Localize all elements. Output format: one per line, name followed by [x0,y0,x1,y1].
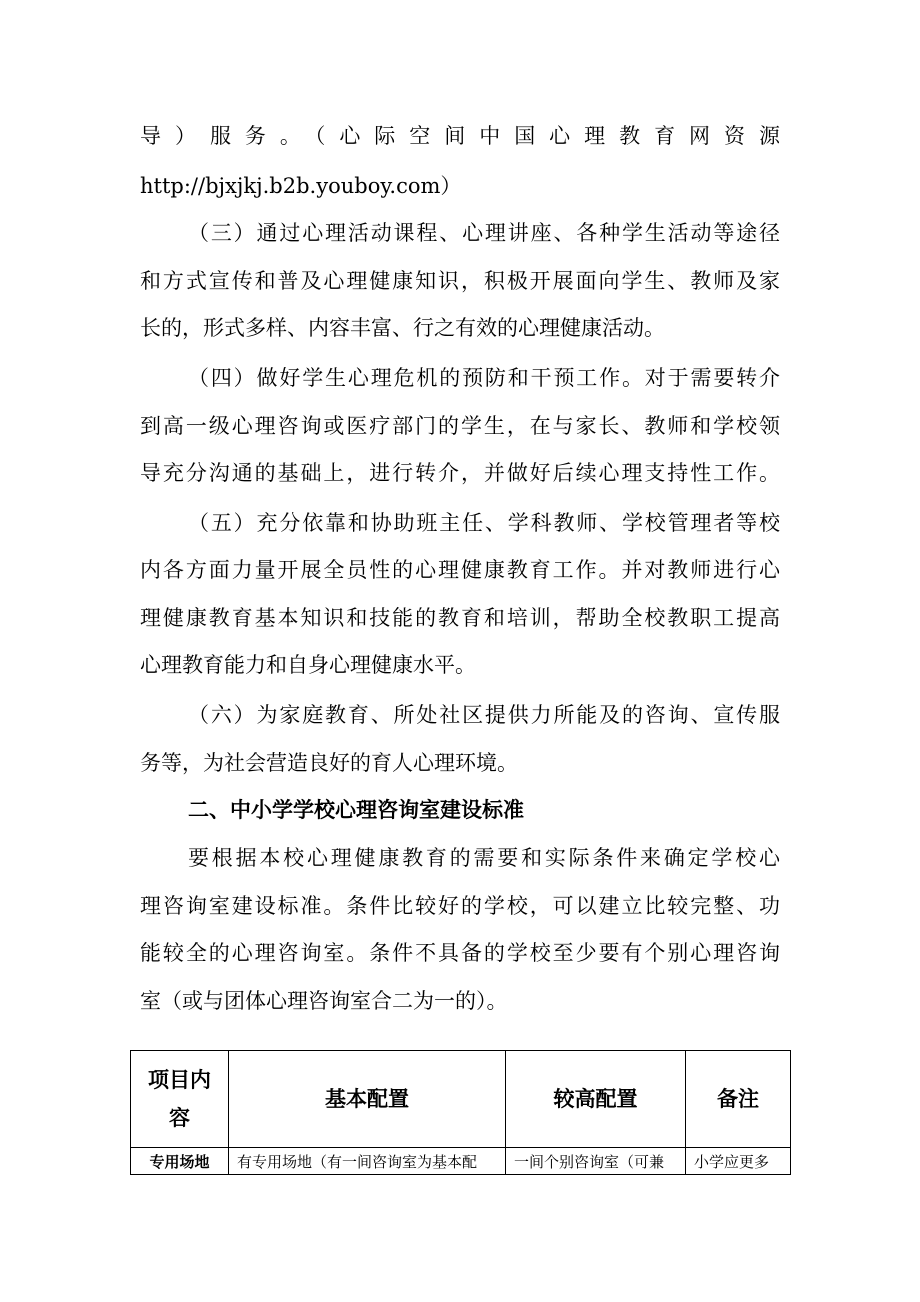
paragraph-line: 理咨询室建设标准。条件比较好的学校，可以建立比较完整、功 [140,894,780,918]
row-basic: 有专用场地（有一间咨询室为基本配 [229,1148,506,1175]
header-basic: 基本配置 [229,1051,506,1148]
paragraph-line: 理健康教育基本知识和技能的教育和培训，帮助全校教职工提高 [140,606,780,630]
paragraph-line: （四）做好学生心理危机的预防和干预工作。对于需要转介 [188,366,780,390]
header-item-line1: 项目内 [148,1068,211,1092]
section-heading: 二、中小学学校心理咨询室建设标准 [188,798,524,822]
paragraph-line: 导）服务。（心际空间中国心理教育网资源 [140,124,780,148]
table-row [131,1148,791,1175]
header-item-line2: 容 [169,1106,190,1130]
paragraph-line: 务等，为社会营造良好的育人心理环境。 [140,751,518,775]
row-note: 小学应更多 [686,1148,791,1175]
paragraph-line: 长的，形式多样、内容丰富、行之有效的心理健康活动。 [140,316,665,340]
table-header-row [131,1051,791,1148]
header-note: 备注 [686,1051,791,1148]
paragraph-line: （五）充分依靠和协助班主任、学科教师、学校管理者等校 [188,511,780,535]
paragraph-line: （三）通过心理活动课程、心理讲座、各种学生活动等途径 [188,221,780,245]
paragraph-line: 内各方面力量开展全员性的心理健康教育工作。并对教师进行心 [140,558,780,582]
paragraph-line: 心理教育能力和自身心理健康水平。 [140,653,476,677]
paragraph-line: 室（或与团体心理咨询室合二为一的）。 [140,989,508,1013]
row-item: 专用场地 [131,1148,229,1175]
paragraph-line: 能较全的心理咨询室。条件不具备的学校至少要有个别心理咨询 [140,941,780,965]
row-advanced: 一间个别咨询室（可兼 [506,1148,686,1175]
paragraph-line: 要根据本校心理健康教育的需要和实际条件来确定学校心 [188,846,780,870]
config-standard-table [130,1050,791,1175]
paragraph-line: （六）为家庭教育、所处社区提供力所能及的咨询、宣传服 [188,703,780,727]
paragraph-line: 到高一级心理咨询或医疗部门的学生，在与家长、教师和学校领 [140,414,780,438]
paragraph-line: 和方式宣传和普及心理健康知识，积极开展面向学生、教师及家 [140,269,780,293]
header-item [131,1051,229,1148]
header-advanced: 较高配置 [506,1051,686,1148]
resource-url: http://bjxjkj.b2b.youboy.com） [140,174,462,198]
paragraph-line: 导充分沟通的基础上，进行转介，并做好后续心理支持性工作。 [140,461,780,485]
